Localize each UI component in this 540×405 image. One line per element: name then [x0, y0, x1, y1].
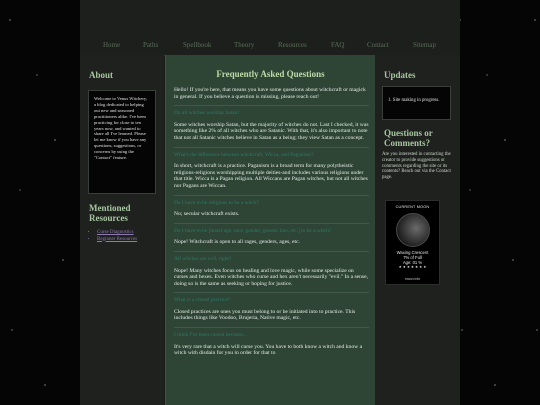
nav-paths[interactable]: Paths [143, 41, 159, 49]
faq-answer: In short, witchcraft is a practice. Paganism is a broad term for many polytheistic religions-religions worshipping multiple deities-and includes various religions under that title. Wicca is a Pagan religion. All Wiccans are Pagan witches, but not all witches nor Pagans are Wiccan. [174, 163, 368, 189]
faq-answer: Nope! Witchcraft is open to all rages, genders, ages, etc. [174, 239, 300, 246]
faq-question[interactable]: All witches are evil, right? [174, 255, 232, 262]
moon-phase: Waxing Crescent [396, 250, 429, 255]
updates-text: 1. Site making in progress. [388, 98, 440, 103]
nav-resources[interactable]: Resources [278, 41, 307, 49]
moon-widget-header: CURRENT MOON [395, 205, 430, 209]
faq-body [174, 87, 369, 362]
questions-text: Are you interested in contacting the creator to provide suggestions or comments regarding the site or its contents? Reach out via the Contact page. [382, 152, 451, 181]
faq-answer: Nope! Many witches focus on healing and love magic, while some specialize on curses and hexes. Even witches who curse and hex aren't necessarily "evil." In a sense, doing so is the same as seeking or hoping for justice. [174, 267, 368, 287]
faq-divider [174, 223, 369, 224]
faq-question[interactable]: I think I've been cursed because... [174, 332, 247, 339]
questions-title: Questions or Comments? [384, 128, 433, 148]
moon-percent: 7% of Full [403, 255, 422, 260]
nav-sitemap[interactable]: Sitemap [413, 41, 436, 49]
moon-rating: ★ ★ ★ ★ ★ ★ ★ [398, 265, 427, 269]
faq-answer: Hello! If you're here, that means you have some questions about witchcraft or magick in general. If you believe a question is missing, please reach out! [174, 87, 366, 100]
faq-main [165, 55, 376, 405]
faq-answer: Closed practices are ones you must belong to or be initiated into to practice. This includes things like Voodoo, Brujeria, Native magic, etc. [174, 308, 356, 322]
faq-question[interactable]: What's the difference between witchcraft, Wicca, and Paganism? [174, 151, 314, 158]
faq-question[interactable]: Do I have to be religious to be a witch? [174, 199, 259, 206]
about-box [88, 90, 156, 194]
about-text: Welcome to Venus Witchery, a blog dedicated to helping out new and seasoned practitioners alike. I've been practicing for close to ten years now, and wanted to share all I've learned. Please let me know if you have any questions, suggestions, or concerns by using the "Contact" feature. [94, 96, 148, 161]
resources-title: Mentioned Resources [89, 203, 131, 223]
faq-answer: No; secular witchcraft exists. [174, 211, 240, 218]
faq-question[interactable]: What is a closed practice? [174, 297, 231, 304]
moon-phase-widget[interactable] [385, 200, 440, 285]
faq-answer: Some witches worship Satan, but the majority of witches do not. Last I checked, it was something like 2% of all witches who are Satanic. With that, it's also important to note that not all Satanic witches believe in Satan as a being; they view Satan as a concept. [174, 121, 369, 141]
faq-divider [174, 251, 369, 252]
nav-spellbook[interactable]: Spellbook [183, 41, 212, 49]
faq-answer: It's very rare that a witch will curse you. You have to both know a witch and know a witch with disdain for you in order for that to [174, 343, 363, 357]
faq-divider [174, 147, 369, 148]
updates-box [382, 86, 451, 120]
nav-theory[interactable]: Theory [234, 41, 255, 49]
nav-home[interactable]: Home [103, 41, 121, 49]
nav-faq[interactable]: FAQ [331, 41, 345, 49]
moon-info-link[interactable]: moon info [404, 277, 421, 281]
faq-question[interactable]: Do all witches worship Satan? [174, 110, 240, 117]
faq-title: Frequently Asked Questions [216, 69, 325, 79]
resources-list [90, 230, 137, 243]
resource-link-beginner-resources[interactable]: • Beginner Resources [97, 237, 137, 244]
updates-title: Updates [384, 70, 416, 80]
nav-contact[interactable]: Contact [367, 41, 389, 49]
moon-age: Age: 01 % [402, 260, 423, 265]
about-title: About [89, 70, 114, 80]
faq-divider [174, 105, 369, 106]
resource-link-curse-diagnostics[interactable]: • Curse Diagnostics [97, 230, 137, 237]
faq-question[interactable]: Do I have to be [insert age, race, gender, genetic line, etc.] to be a witch? [174, 227, 332, 234]
faq-divider [174, 327, 369, 328]
top-nav [80, 0, 460, 56]
moon-icon [396, 213, 430, 247]
faq-divider [174, 195, 369, 196]
faq-divider [174, 292, 369, 293]
